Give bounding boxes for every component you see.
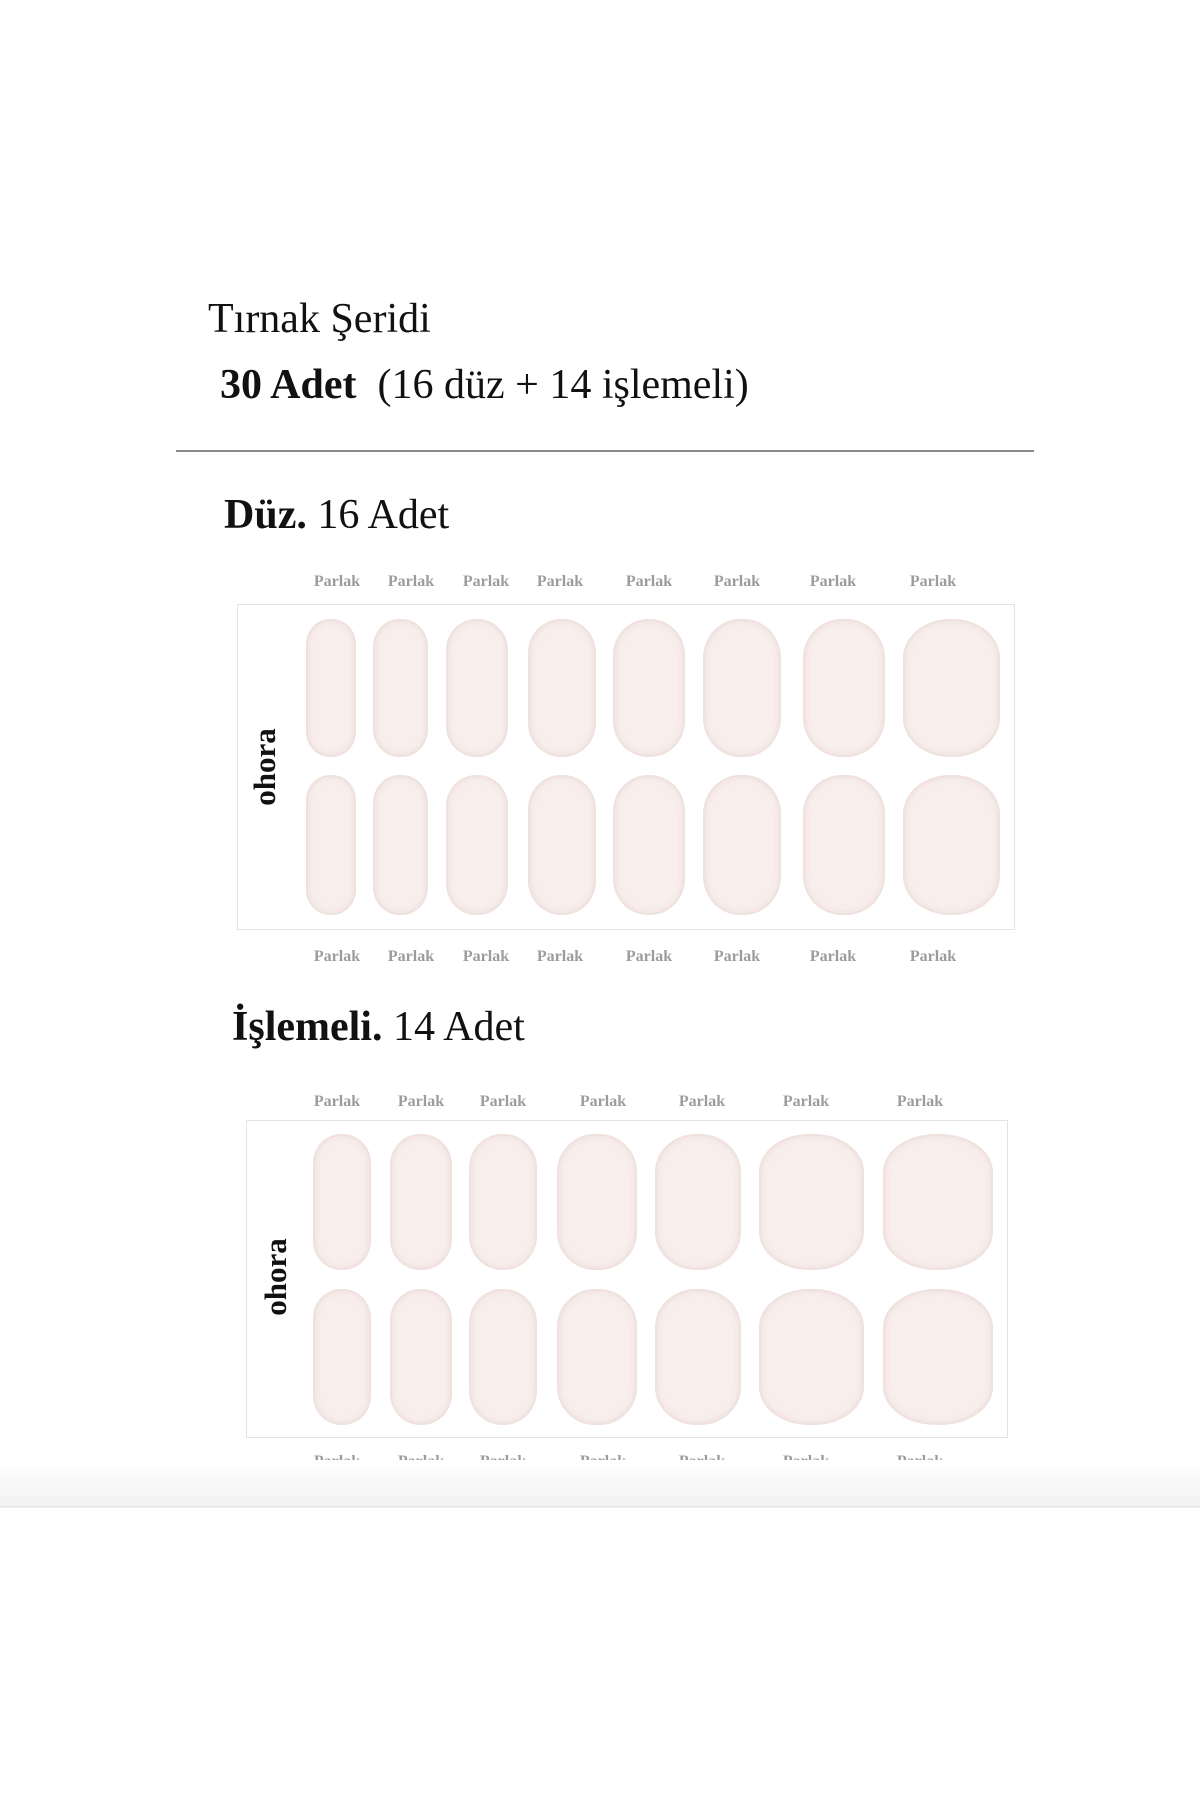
- finish-label: Parlak: [462, 948, 510, 965]
- finish-label: Parlak: [536, 573, 584, 590]
- nail-tip: [655, 1134, 741, 1270]
- nail-tip: [803, 775, 885, 915]
- nail-tip: [306, 619, 356, 757]
- piece-count-total: 30 Adet: [220, 362, 357, 408]
- finish-label: Parlak: [387, 573, 435, 590]
- piece-count: [220, 364, 749, 406]
- nail-tip: [528, 775, 596, 915]
- section-heading-islemeli: [232, 1006, 525, 1048]
- section-heading-duz-count: 16 Adet: [317, 492, 450, 538]
- finish-label: Parlak: [896, 1093, 944, 1110]
- nail-tip: [703, 619, 781, 757]
- finish-label: Parlak: [536, 948, 584, 965]
- page-title: Tırnak Şeridi: [208, 296, 431, 342]
- nail-tip: [613, 775, 685, 915]
- nail-tip: [306, 775, 356, 915]
- finish-label: Parlak: [313, 573, 361, 590]
- nail-tip: [446, 619, 508, 757]
- nail-tip: [883, 1134, 993, 1270]
- finish-label: Parlak: [625, 948, 673, 965]
- nail-tip: [759, 1134, 864, 1270]
- finish-label: Parlak: [809, 948, 857, 965]
- nail-tip: [903, 775, 1000, 915]
- bottom-edge: [0, 1506, 1200, 1507]
- finish-label: Parlak: [462, 573, 510, 590]
- nail-tip: [373, 619, 428, 757]
- nail-tip: [903, 619, 1000, 757]
- finish-label: Parlak: [909, 948, 957, 965]
- finish-label: Parlak: [713, 948, 761, 965]
- nail-tip: [469, 1289, 537, 1425]
- divider: [176, 450, 1034, 452]
- nail-tip: [313, 1289, 371, 1425]
- bottom-fade: [0, 1460, 1200, 1508]
- piece-count-detail: (16 düz + 14 işlemeli): [377, 362, 749, 408]
- finish-label: Parlak: [625, 573, 673, 590]
- nail-tip: [313, 1134, 371, 1270]
- nail-tip: [469, 1134, 537, 1270]
- section-heading-islemeli-bold: İşlemeli.: [232, 1004, 383, 1050]
- nail-tip: [390, 1289, 452, 1425]
- nail-tip: [655, 1289, 741, 1425]
- nail-tip: [446, 775, 508, 915]
- nail-tip: [390, 1134, 452, 1270]
- finish-label: Parlak: [713, 573, 761, 590]
- nail-tip: [528, 619, 596, 757]
- brand-logo: ohora: [246, 728, 282, 806]
- nail-tip: [803, 619, 885, 757]
- finish-label: Parlak: [397, 1093, 445, 1110]
- nail-tip: [373, 775, 428, 915]
- finish-label: Parlak: [313, 1093, 361, 1110]
- nail-tip: [557, 1134, 637, 1270]
- finish-label: Parlak: [909, 573, 957, 590]
- finish-label: Parlak: [479, 1093, 527, 1110]
- finish-label: Parlak: [313, 948, 361, 965]
- nail-sheet-duz: [237, 604, 1015, 930]
- nail-tip: [557, 1289, 637, 1425]
- finish-label: Parlak: [809, 573, 857, 590]
- nail-tip: [613, 619, 685, 757]
- section-heading-islemeli-count: 14 Adet: [392, 1004, 525, 1050]
- nail-tip: [703, 775, 781, 915]
- brand-logo: ohora: [257, 1238, 293, 1316]
- finish-label: Parlak: [782, 1093, 830, 1110]
- nail-tip: [883, 1289, 993, 1425]
- section-heading-duz: [224, 494, 449, 536]
- finish-label: Parlak: [579, 1093, 627, 1110]
- nail-sheet-islemeli: [246, 1120, 1008, 1438]
- section-heading-duz-bold: Düz.: [224, 492, 307, 538]
- finish-label: Parlak: [387, 948, 435, 965]
- nail-tip: [759, 1289, 864, 1425]
- finish-label: Parlak: [678, 1093, 726, 1110]
